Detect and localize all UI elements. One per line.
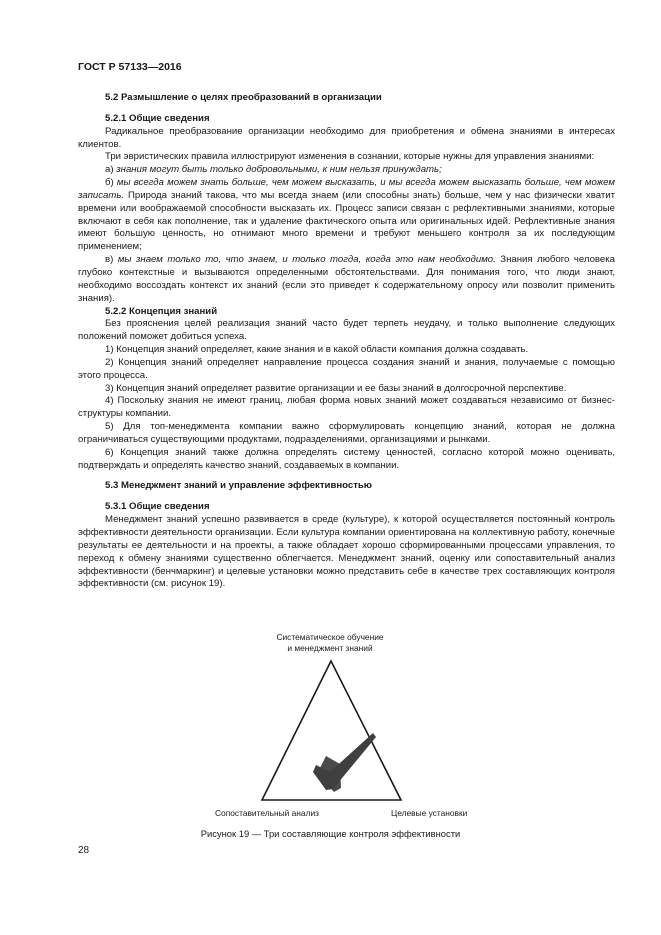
section-5-2-1-heading: 5.2.1 Общие сведения <box>105 112 210 124</box>
plain-text: Природа знаний такова, что мы всегда знаем (или способны знать) больше, чем у нас физически хватит времени или воображаемой способности высказать их. Процесс записи связан с рефлективными знаниями, которые включают в себя как пополнение, так и удаление фактического опыта или оригинальных идей. Рефлективные знания имеют большую ценность, но отнимают много времени и требуют меньшего контроля за их последующим применением; <box>78 189 615 253</box>
emphasis-text: мы всегда можем знать больше, чем можем высказать, и мы всегда можем высказать больше, чем можем записать. <box>78 177 615 201</box>
figure-caption: Рисунок 19 — Три составляющие контроля эффективности <box>200 828 461 839</box>
numbered-item-1: 1) Концепция знаний определяет, какие знания и в какой области компания должна создавать. <box>105 344 529 356</box>
list-label: в) <box>105 254 118 266</box>
paragraph: Радикальное преобразование организации необходимо для приобретения и обмена знаниями в интересах клиентов. <box>78 125 615 150</box>
standard-number: ГОСТ Р 57133—2016 <box>78 61 182 73</box>
section-5-3-1-heading: 5.3.1 Общие сведения <box>105 501 210 513</box>
section-5-3-heading: 5.3 Менеджмент знаний и управление эффективностью <box>105 480 372 492</box>
figure-left-label: Сопоставительный анализ <box>215 808 319 818</box>
numbered-item-6: 6) Концепция знаний также должна определять систему ценностей, согласно которой можно оценивать, подтверждать и определять качество знаний, создаваемых в компании. <box>78 446 615 471</box>
numbered-item-5: 5) Для топ-менеджмента компании важно сформулировать концепцию знаний, которая не должна ограничиваться существующими продуктами, подразделениями, организациями и рынками. <box>78 421 615 445</box>
list-item-b <box>78 177 615 254</box>
top-label-line-1: Систематическое обучение <box>276 632 384 642</box>
checkmark-icon <box>313 733 376 790</box>
figure-19 <box>0 632 661 847</box>
triangle-diagram <box>0 632 661 812</box>
page-number: 28 <box>78 845 90 856</box>
list-item-a <box>78 164 615 177</box>
numbered-item-2: 2) Концепция знаний определяет направление процесса создания знаний и знания, получаемые с помощью этого процесса. <box>78 356 615 381</box>
section-5-2-heading: 5.2 Размышление о целях преобразований в организации <box>105 92 382 103</box>
numbered-item-4: 4) Поскольку знания не имеют границ, любая форма новых знаний может создаваться независимо от бизнес-структуры компании. <box>78 395 615 420</box>
top-label-line-2: и менеджмент знаний <box>287 643 373 653</box>
numbered-item-3: 3) Концепция знаний определяет развитие организации и ее базы знаний в долгосрочной перспективе. <box>105 382 567 394</box>
figure-right-label: Целевые установки <box>391 808 468 818</box>
emphasis-text: знания могут быть только добровольными, к ним нельзя принуждать; <box>116 164 442 176</box>
list-item-c <box>78 254 615 305</box>
emphasis-text: мы знаем только то, что знаем, и только тогда, когда это нам необходимо. <box>117 254 496 266</box>
plain-text: Знания любого человека глубоко контекстные и вызываются определенными обстоятельствами. Для понимания того, что люди знают, необходимо воссоздать контекст их знаний (если это приведет к содержательному опросу или позволит применить знания). <box>78 254 615 304</box>
paragraph: Три эвристических правила иллюстрируют изменения в сознании, которые нужны для управления знаниями: <box>105 151 595 163</box>
section-5-2-2-heading: 5.2.2 Концепция знаний <box>105 305 218 317</box>
paragraph: Без прояснения целей реализация знаний часто будет терпеть неудачу, и только выполнение следующих положений поможет добиться успеха. <box>78 318 615 343</box>
list-label: а) <box>105 164 117 176</box>
document-body <box>78 92 615 591</box>
list-label: б) <box>105 177 117 189</box>
figure-top-label <box>230 632 430 654</box>
paragraph: Менеджмент знаний успешно развивается в среде (культуре), к которой осуществляется постоянный контроль эффективности деятельности организации. Если культура компании ориентирована на коллективную работу, конечные результаты ее деятельности и на проекты, а также обладает хорошо сформированными процессами управления, то переход к обмену знаниями существенно облегчается. Менеджмент знаний, оценку или сопоставительный анализ эффективности (бенчмаркинг) и целевые установки можно представить себе в качестве трех составляющих контроля эффективности (см. рисунок 19). <box>78 514 615 590</box>
